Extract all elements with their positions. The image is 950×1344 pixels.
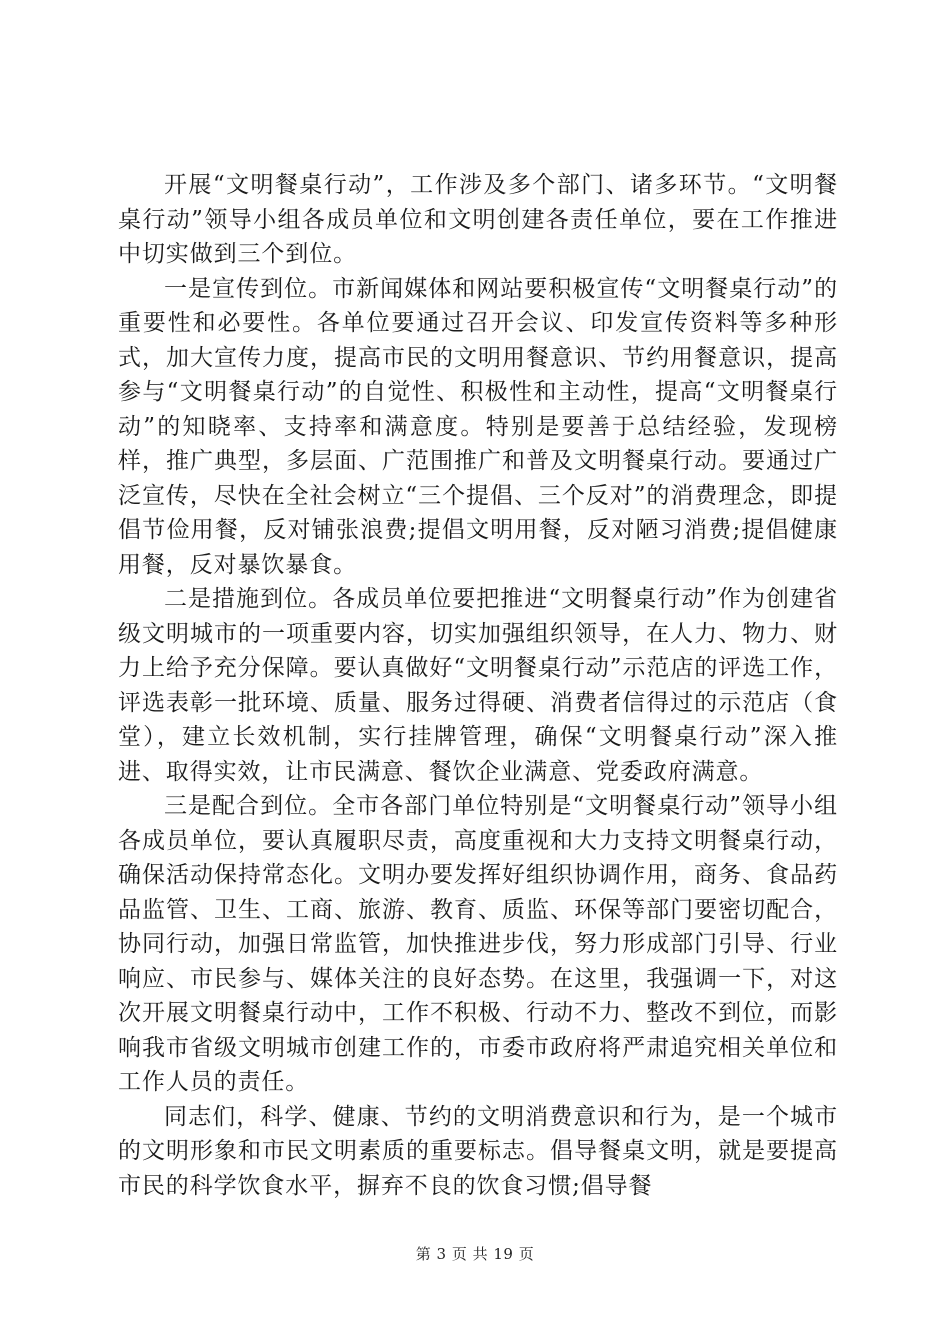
paragraph-closing: 同志们，科学、健康、节约的文明消费意识和行为，是一个城市的文明形象和市民文明素质的重要标志。倡导餐桌文明，就是要提高市民的科学饮食水平，摒弃不良的饮食习惯;倡导餐 — [118, 1103, 838, 1199]
paragraph-measures: 二是措施到位。各成员单位要把推进“文明餐桌行动”作为创建省级文明城市的一项重要内容，切实加强组织领导，在人力、物力、财力上给予充分保障。要认真做好“文明餐桌行动”示范店的评选工作，评选表彰一批环境、质量、服务过得硬、消费者信得过的示范店（食堂），建立长效机制，实行挂牌管理，确保“文明餐桌行动”深入推进、取得实效，让市民满意、餐饮企业满意、党委政府满意。 — [118, 586, 838, 785]
paragraph-publicity: 一是宣传到位。市新闻媒体和网站要积极宣传“文明餐桌行动”的重要性和必要性。各单位要通过召开会议、印发宣传资料等多种形式，加大宣传力度，提高市民的文明用餐意识、节约用餐意识，提高参与“文明餐桌行动”的自觉性、积极性和主动性，提高“文明餐桌行动”的知晓率、支持率和满意度。特别是要善于总结经验，发现榜样，推广典型，多层面、广范围推广和普及文明餐桌行动。要通过广泛宣传，尽快在全社会树立“三个提倡、三个反对”的消费理念，即提倡节俭用餐，反对铺张浪费;提倡文明用餐，反对陋习消费;提倡健康用餐，反对暴饮暴食。 — [118, 275, 838, 578]
paragraph-intro: 开展“文明餐桌行动”，工作涉及多个部门、诸多环节。“文明餐桌行动”领导小组各成员单位和文明创建各责任单位，要在工作推进中切实做到三个到位。 — [118, 172, 838, 267]
document-body — [118, 168, 838, 1203]
paragraph-coordination: 三是配合到位。全市各部门单位特别是“文明餐桌行动”领导小组各成员单位，要认真履职尽责，高度重视和大力支持文明餐桌行动，确保活动保持常态化。文明办要发挥好组织协调作用，商务、食品药品监管、卫生、工商、旅游、教育、质监、环保等部门要密切配合，协同行动，加强日常监管，加快推进步伐，努力形成部门引导、行业响应、市民参与、媒体关注的良好态势。在这里，我强调一下，对这次开展文明餐桌行动中，工作不积极、行动不力、整改不到位，而影响我市省级文明城市创建工作的，市委市政府将严肃追究相关单位和工作人员的责任。 — [118, 793, 838, 1095]
page-number-footer: 第 3 页 共 19 页 — [415, 1245, 535, 1263]
